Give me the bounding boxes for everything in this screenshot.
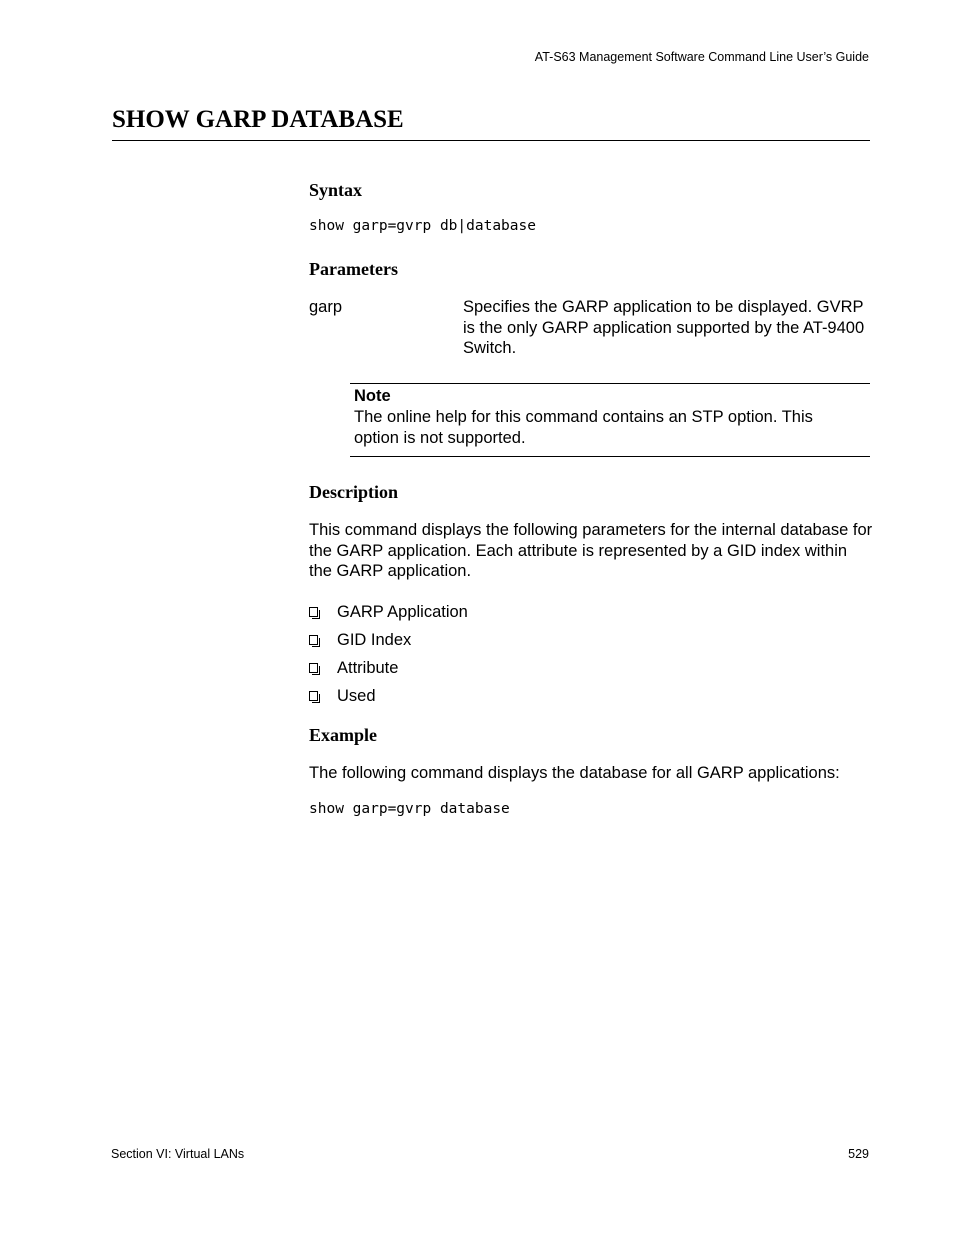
list-item <box>309 598 468 626</box>
list-item-label: GARP Application <box>337 602 468 621</box>
parameters-heading: Parameters <box>309 259 398 279</box>
parameter-description: Specifies the GARP application to be displayed. GVRP is the only GARP application supported by the AT-9400 Switch. <box>463 298 865 357</box>
parameter-bullet-list <box>309 598 468 710</box>
list-item <box>309 626 468 654</box>
syntax-heading: Syntax <box>309 180 363 200</box>
list-item-label: GID Index <box>337 630 412 649</box>
parameter-name: garp <box>309 298 343 316</box>
description-text: This command displays the following parameters for the internal database for the GARP application. Each attribute is represented by a GID index within the GARP application. <box>309 521 873 580</box>
example-code: show garp=gvrp database <box>309 801 510 817</box>
footer-section: Section VI: Virtual LANs <box>111 1147 245 1161</box>
note-text: The online help for this command contains an STP option. This option is not supported. <box>354 408 813 447</box>
running-header: AT-S63 Management Software Command Line User’s Guide <box>534 50 869 64</box>
note-label: Note <box>354 387 391 405</box>
syntax-code: show garp=gvrp db|database <box>309 218 536 234</box>
footer-page-number: 529 <box>848 1147 869 1161</box>
page-title: SHOW GARP DATABASE <box>112 106 404 133</box>
list-item <box>309 654 468 682</box>
list-item <box>309 682 468 710</box>
box-bullet-icon <box>309 663 319 673</box>
list-item-label: Attribute <box>337 658 399 677</box>
box-bullet-icon <box>309 635 319 645</box>
example-heading: Example <box>309 725 378 745</box>
title-rule <box>112 140 870 141</box>
list-item-label: Used <box>337 686 376 705</box>
description-heading: Description <box>309 482 398 502</box>
note-box <box>350 383 870 457</box>
example-text: The following command displays the database for all GARP applications: <box>309 764 840 782</box>
box-bullet-icon <box>309 607 319 617</box>
box-bullet-icon <box>309 691 319 701</box>
